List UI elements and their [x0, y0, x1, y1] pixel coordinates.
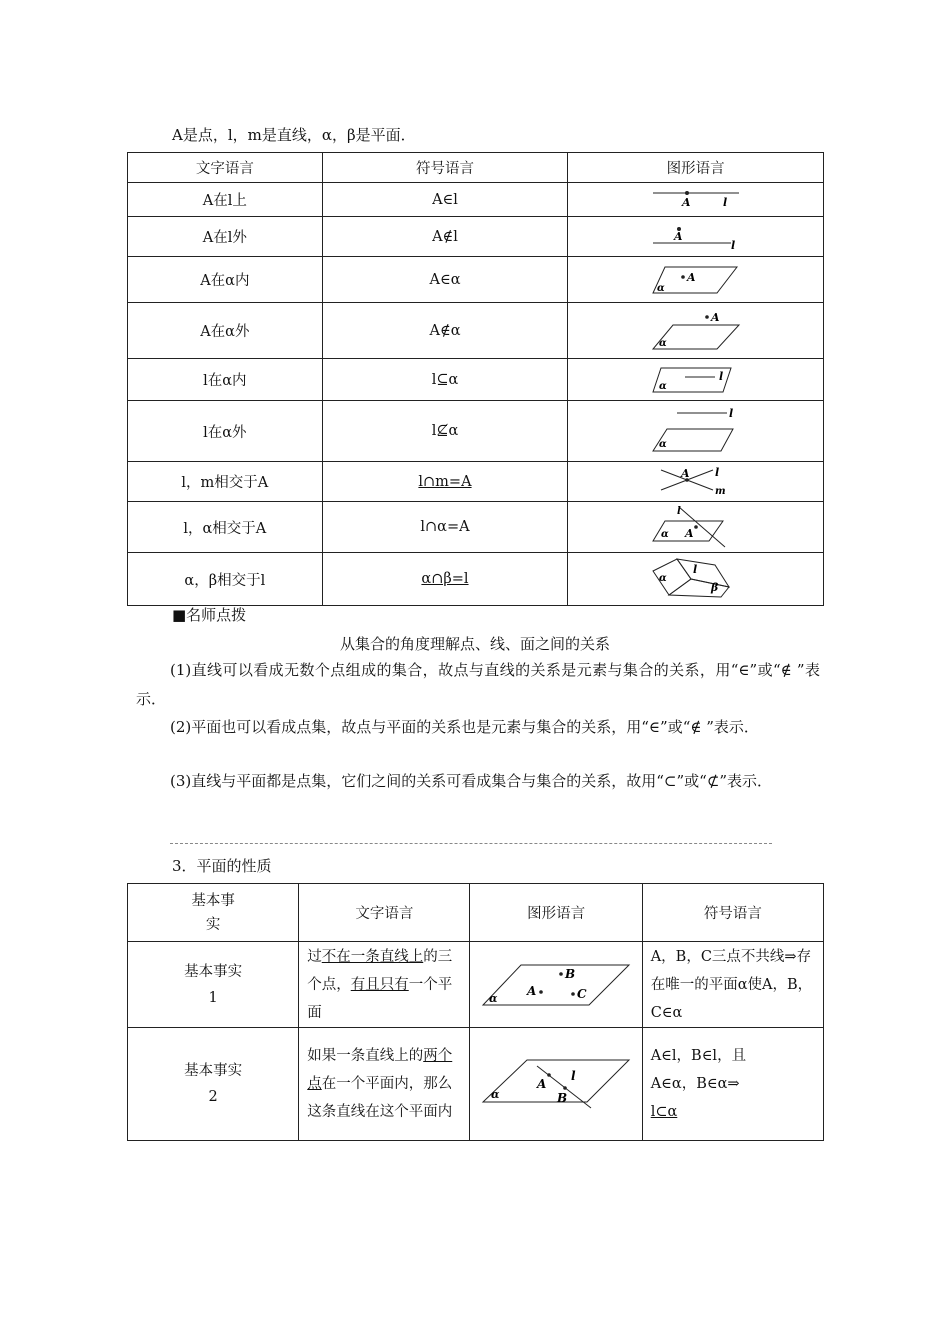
row-symbol: A∉α — [322, 303, 568, 359]
label-C: C — [577, 986, 587, 1001]
figure-line-outside-plane — [568, 401, 824, 462]
label-l: l — [692, 563, 697, 576]
tip-paragraph-1: (1)直线可以看成无数个点组成的集合，故点与直线的关系是元素与集合的关系，用“∈”或“∉ ”表示． — [136, 661, 820, 708]
row-text: l在α外 — [128, 401, 323, 462]
fact-1-name: 基本事实1 — [128, 942, 299, 1028]
figure-lines-intersect — [568, 462, 824, 502]
tip-paragraph-2: (2)平面也可以看成点集，故点与平面的关系也是元素与集合的关系，用“∈”或“∉ ”表示． — [170, 718, 759, 736]
label-l: l — [730, 238, 735, 251]
label-l: l — [728, 407, 733, 420]
plane-properties-table — [127, 883, 824, 1141]
fact-2-figure — [470, 1028, 642, 1141]
row-symbol: l⊆α — [322, 359, 568, 401]
figure-planes-intersect — [568, 553, 824, 606]
row-symbol: l∩α=A — [322, 502, 568, 553]
label-alpha: α — [658, 439, 667, 450]
label-m: m — [714, 485, 726, 497]
notation-table — [127, 152, 824, 606]
row-text: l，m相交于A — [128, 462, 323, 502]
fact-2-name: 基本事实2 — [128, 1028, 299, 1141]
row-text: α，β相交于l — [128, 553, 323, 606]
intro-text: A是点，l，m是直线，α，β是平面． — [172, 126, 416, 144]
header-figure-language: 图形语言 — [568, 153, 824, 183]
label-l: l — [676, 506, 681, 517]
label-l: l — [718, 369, 723, 383]
tip-heading: ■名师点拨 — [172, 606, 247, 624]
tip-paragraph-3: (3)直线与平面都是点集，它们之间的关系可看成集合与集合的关系，故用“⊂”或“⊄”表示． — [170, 772, 773, 790]
label-A: A — [680, 466, 690, 480]
label-A: A — [537, 1077, 547, 1091]
label-A: A — [684, 527, 694, 540]
figure-point-on-line — [568, 183, 824, 217]
fact-2-symbol: A∈l，B∈l，且 A∈α，B∈α⇒ l⊂α — [642, 1028, 823, 1141]
header-symbol-language: 符号语言 — [322, 153, 568, 183]
figure-point-outside-plane — [568, 303, 824, 359]
label-A: A — [673, 229, 683, 243]
figure-point-in-plane — [568, 257, 824, 303]
label-B: B — [565, 966, 576, 981]
header-basic-fact: 基本事实 — [128, 884, 299, 942]
header-text-language: 文字语言 — [128, 153, 323, 183]
label-alpha: α — [656, 282, 665, 294]
figure-point-off-line — [568, 217, 824, 257]
row-symbol: A∉l — [322, 217, 568, 257]
fact-1-text: 过不在一条直线上的三个点，有且只有一个平面 — [299, 942, 470, 1028]
row-symbol: l∩m=A — [322, 462, 568, 502]
figure-line-in-plane — [568, 359, 824, 401]
fact-2-text: 如果一条直线上的两个点在一个平面内，那么这条直线在这个平面内 — [299, 1028, 470, 1141]
fact-1-figure — [470, 942, 642, 1028]
label-alpha: α — [491, 1088, 500, 1101]
label-alpha: α — [658, 380, 667, 392]
figure-line-plane-intersect — [568, 502, 824, 553]
section-heading: 3．平面的性质 — [172, 857, 272, 875]
label-A: A — [710, 310, 720, 324]
label-B: B — [557, 1091, 568, 1105]
label-A: A — [686, 270, 696, 284]
row-symbol: α∩β=l — [322, 553, 568, 606]
row-text: A在l外 — [128, 217, 323, 257]
row-text: l在α内 — [128, 359, 323, 401]
header-figure-language: 图形语言 — [470, 884, 642, 942]
fact-1-symbol: A，B，C三点不共线⇒存在唯一的平面α使A，B，C∈α — [642, 942, 823, 1028]
label-l: l — [714, 465, 719, 479]
label-alpha: α — [658, 573, 667, 584]
label-alpha: α — [658, 337, 667, 349]
row-text: l，α相交于A — [128, 502, 323, 553]
row-text: A在α内 — [128, 257, 323, 303]
divider — [170, 843, 772, 844]
header-text-language: 文字语言 — [299, 884, 470, 942]
tip-title: 从集合的角度理解点、线、面之间的关系 — [339, 635, 610, 653]
row-symbol: A∈α — [322, 257, 568, 303]
label-A: A — [527, 983, 537, 998]
row-symbol: A∈l — [322, 183, 568, 217]
row-symbol: l⊈α — [322, 401, 568, 462]
label-l: l — [571, 1069, 576, 1083]
label-alpha: α — [489, 991, 498, 1005]
row-text: A在l上 — [128, 183, 323, 217]
row-text: A在α外 — [128, 303, 323, 359]
label-beta: β — [710, 581, 718, 594]
label-l: l — [722, 195, 727, 209]
header-symbol-language: 符号语言 — [642, 884, 823, 942]
label-A: A — [681, 195, 691, 209]
label-alpha: α — [660, 529, 669, 540]
